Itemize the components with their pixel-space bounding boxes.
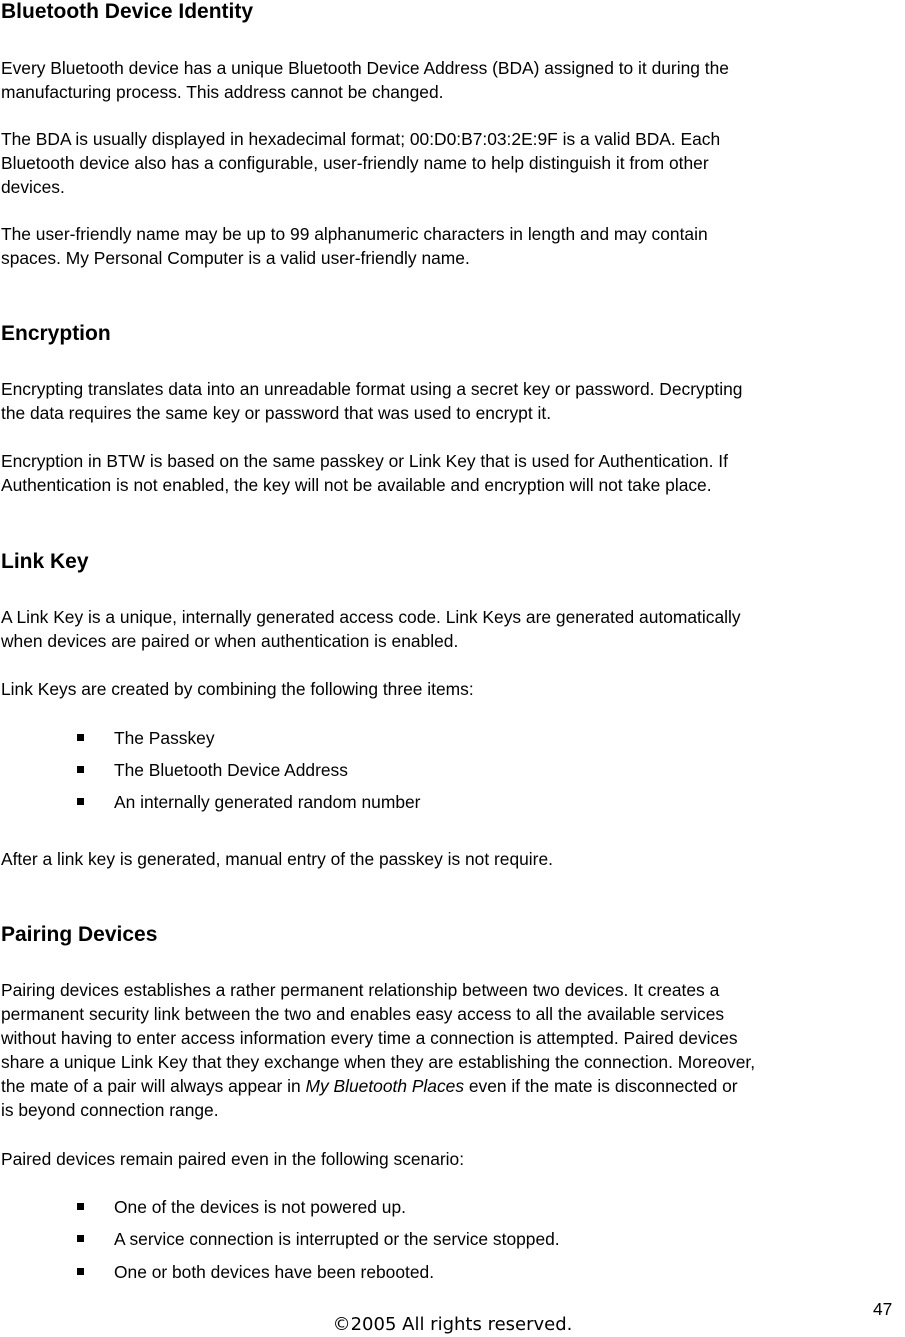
heading-pairing-devices: Pairing Devices <box>1 923 158 946</box>
heading-link-key: Link Key <box>1 550 89 573</box>
text-run: even if the mate is disconnected or <box>464 1076 738 1096</box>
square-bullet-icon <box>77 1235 84 1242</box>
paragraph-line: Encryption in BTW is based on the same passkey or Link Key that is used for Authentication. If <box>1 451 728 471</box>
paragraph-line: The user-friendly name may be up to 99 alphanumeric characters in length and may contain <box>1 224 708 244</box>
paragraph-line: Every Bluetooth device has a unique Bluetooth Device Address (BDA) assigned to it during the <box>1 58 729 78</box>
list-item-text: One or both devices have been rebooted. <box>114 1262 435 1282</box>
heading-encryption: Encryption <box>1 322 111 345</box>
square-bullet-icon <box>77 734 84 741</box>
square-bullet-icon <box>77 1268 84 1275</box>
paragraph-line: Authentication is not enabled, the key will not be available and encryption will not take place. <box>1 475 712 495</box>
paragraph-line: The BDA is usually displayed in hexadecimal format; 00:D0:B7:03:2E:9F is a valid BDA. Each <box>1 129 721 149</box>
page-number: 47 <box>873 1299 893 1319</box>
list-item-text: The Bluetooth Device Address <box>114 760 348 780</box>
paragraph-line: A Link Key is a unique, internally generated access code. Link Keys are generated automatically <box>1 607 741 627</box>
list-item-text: The Passkey <box>114 728 215 748</box>
paragraph-line: devices. <box>1 177 65 197</box>
copyright-footer: ©2005 All rights reserved. <box>332 1314 573 1335</box>
paragraph: Link Keys are created by combining the following three items: <box>1 679 474 699</box>
paragraph-line <box>1 1074 905 1098</box>
paragraph-line: when devices are paired or when authentication is enabled. <box>1 631 459 651</box>
paragraph-line: Encrypting translates data into an unreadable format using a secret key or password. Decrypting <box>1 379 743 399</box>
heading-bluetooth-device-identity: Bluetooth Device Identity <box>1 0 254 23</box>
list-item-text: A service connection is interrupted or the service stopped. <box>114 1229 560 1249</box>
paragraph-line: permanent security link between the two and enables easy access to all the available services <box>1 1004 725 1024</box>
list-item-text: An internally generated random number <box>114 792 421 812</box>
paragraph-line: the data requires the same key or password that was used to encrypt it. <box>1 403 552 423</box>
my-bluetooth-places-emphasis: My Bluetooth Places <box>305 1076 465 1096</box>
paragraph-line: without having to enter access information every time a connection is attempted. Paired devices <box>1 1028 738 1048</box>
paragraph-line: spaces. My Personal Computer is a valid user-friendly name. <box>1 248 470 268</box>
paragraph-line: share a unique Link Key that they exchange when they are establishing the connection. Moreover, <box>1 1052 756 1072</box>
paragraph: After a link key is generated, manual entry of the passkey is not require. <box>1 849 553 869</box>
paragraph: Paired devices remain paired even in the following scenario: <box>1 1149 465 1169</box>
paragraph-line: is beyond connection range. <box>1 1100 219 1120</box>
list-item-text: One of the devices is not powered up. <box>114 1197 406 1217</box>
text-run: the mate of a pair will always appear in <box>1 1076 306 1096</box>
square-bullet-icon <box>77 798 84 805</box>
paragraph-line: Pairing devices establishes a rather permanent relationship between two devices. It creates a <box>1 980 720 1000</box>
square-bullet-icon <box>77 1203 84 1210</box>
paragraph-line: manufacturing process. This address cannot be changed. <box>1 82 444 102</box>
square-bullet-icon <box>77 766 84 773</box>
paragraph-line: Bluetooth device also has a configurable, user-friendly name to help distinguish it from other <box>1 153 709 173</box>
